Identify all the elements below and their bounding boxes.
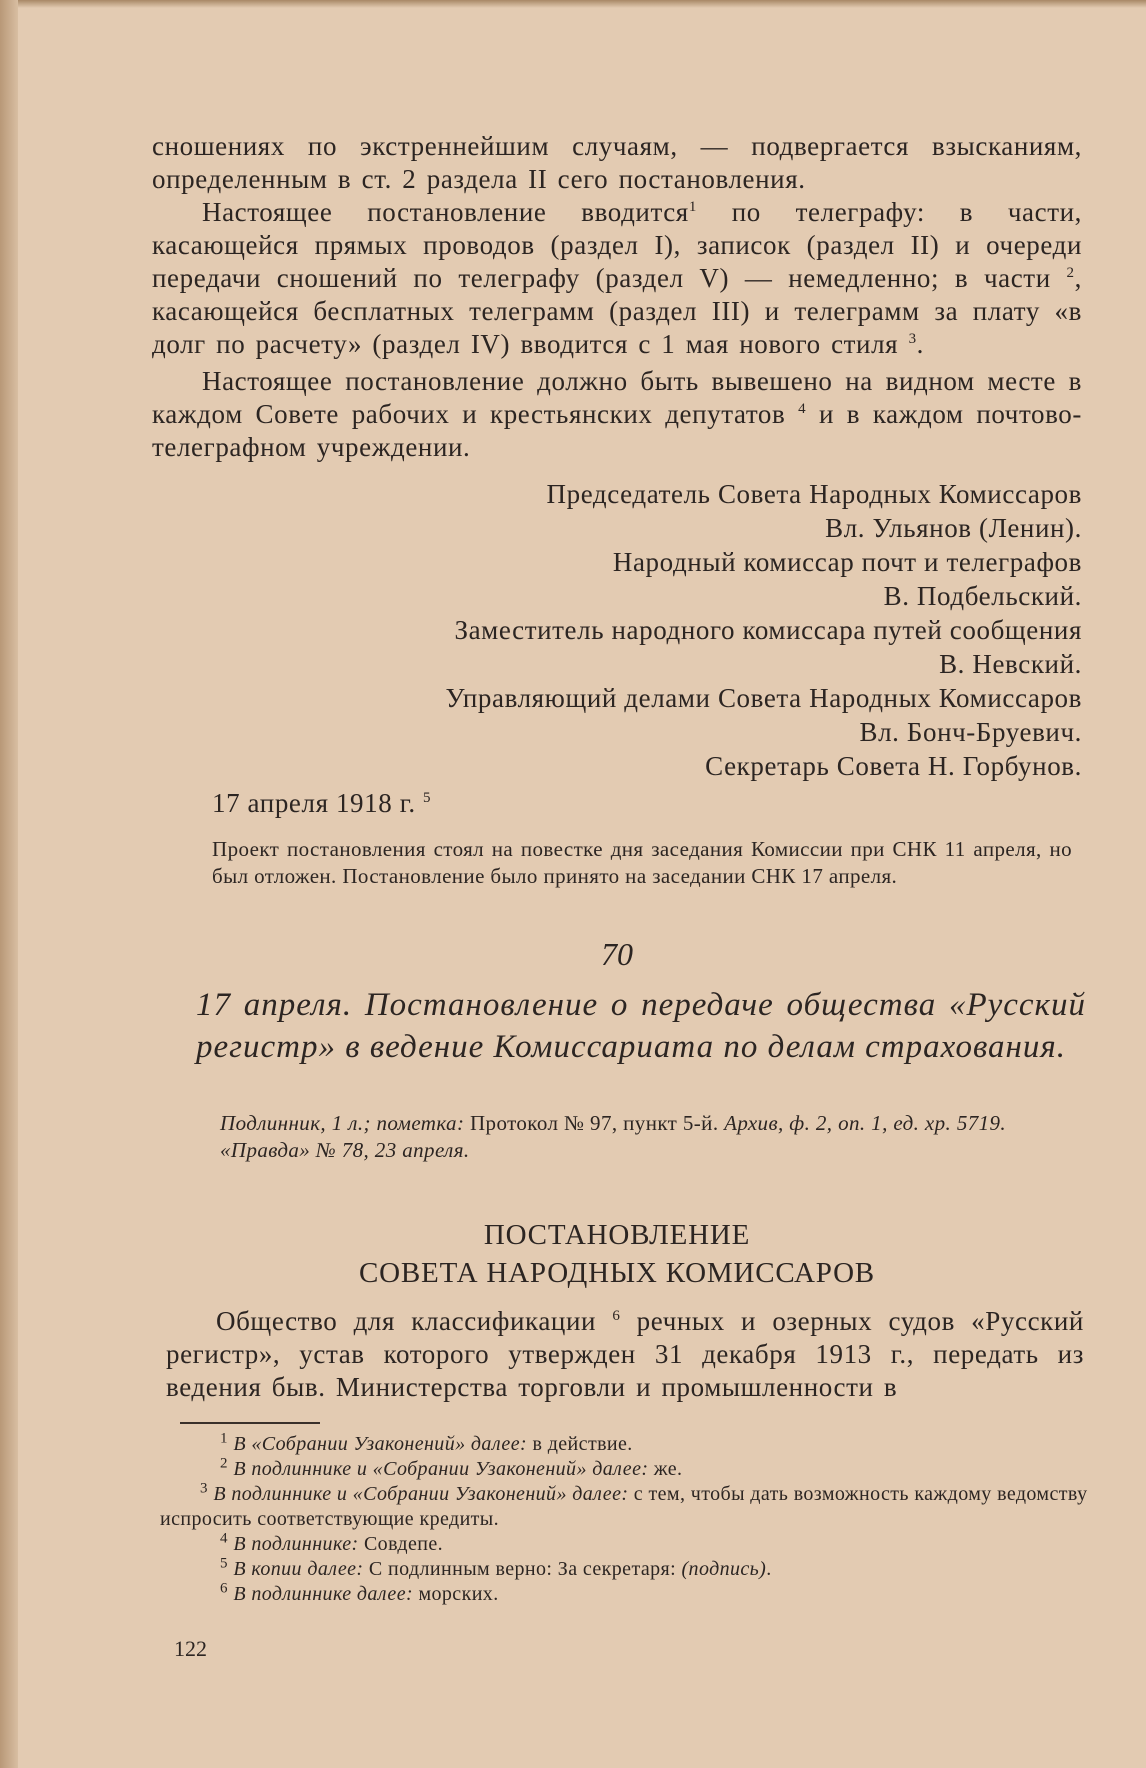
footnote-ref-4: 4: [798, 401, 807, 417]
footnotes: [160, 1430, 1100, 1607]
decree-text: [166, 1305, 1084, 1404]
paragraph-2: Настоящее постановление вводится$^1$ по телеграфу: в части, касающейся прямых проводов (раздел I), записок (раздел II) и очереди передачи сношений по телеграфу (раздел V) — немедленно; в части $^2$, касающейся бесплатных телеграмм (раздел III) и телеграмм за плату «в долг по расчету» (раздел IV) вводится с 1 мая нового стиля $^3$.: [152, 197, 1082, 359]
source-reference: [196, 1110, 1086, 1164]
continued-text: [152, 130, 1082, 464]
signature-title: Председатель Совета Народных Комиссаров: [546, 479, 1082, 509]
source-line-2: «Правда» № 78, 23 апреля.: [220, 1138, 470, 1162]
signature-title: Секретарь Совета Н. Горбунов.: [705, 751, 1082, 781]
signature-1: [152, 477, 1082, 545]
footnote-2: $^2$ В подлиннике и «Собрании Узаконений» далее: же.: [220, 1455, 683, 1480]
signature-name: В. Подбельский.: [883, 581, 1082, 611]
page-number: 122: [174, 1636, 207, 1661]
footnote-5: $^5$ В копии далее: С подлинным верно: За секретаря: (подпись).: [220, 1555, 772, 1580]
signature-title: Народный комиссар почт и телеграфов: [612, 547, 1082, 577]
footnote-ref-2: 2: [1066, 265, 1075, 281]
signature-name: В. Невский.: [939, 649, 1082, 679]
editorial-note-text: Проект постановления стоял на повестке дня заседания Комиссии при СНК 11 апреля, но был отложен. Постановление было принято на заседании СНК 17 апреля.: [212, 837, 1072, 888]
decree-paragraph: Общество для классификации $^6$ речных и озерных судов «Русский регистр», устав которого утвержден 31 декабря 1913 г., передать из ведения быв. Министерства торговли и промышленности в: [166, 1306, 1084, 1402]
document-date: 17 апреля 1918 г. $^5$: [212, 788, 432, 818]
signature-3: [152, 613, 1082, 681]
signature-5: [152, 749, 1082, 783]
footnote-1: $^1$ В «Собрании Узаконений» далее: в действие.: [220, 1430, 633, 1455]
signature-4: [152, 681, 1082, 749]
signature-title: Заместитель народного комиссара путей сообщения: [454, 615, 1082, 645]
signature-name: Вл. Бонч-Бруевич.: [859, 717, 1082, 747]
page-binding-edge: [0, 0, 18, 1768]
document-heading: [196, 984, 1086, 1068]
document-number: 70: [601, 936, 633, 972]
source-line-1: Подлинник, 1 л.; пометка: Протокол № 97, пункт 5-й. Архив, ф. 2, оп. 1, ед. хр. 5719.: [220, 1111, 1007, 1135]
footnote-6: $^6$ В подлиннике далее: морских.: [220, 1580, 499, 1605]
editorial-note: [212, 836, 1072, 890]
footnote-4: $^4$ В подлиннике: Совдепе.: [220, 1530, 444, 1555]
footnote-divider: [180, 1422, 320, 1424]
decree-title-line-1: ПОСТАНОВЛЕНИЕ: [483, 1219, 751, 1251]
decree-title: [152, 1216, 1082, 1292]
footnote-ref-5: 5: [423, 790, 432, 806]
page-top-shadow: [0, 0, 1146, 8]
signature-name: Вл. Ульянов (Ленин).: [825, 513, 1082, 543]
paragraph-3: Настоящее постановление должно быть вывешено на видном месте в каждом Совете рабочих и крестьянских депутатов $^4$ и в каждом почтово-телеграфном учреждении.: [152, 366, 1082, 462]
paragraph-1: сношениях по экстреннейшим случаям, — подвергается взысканиям, определенным в ст. 2 раздела II сего постановления.: [152, 131, 1082, 194]
footnote-ref-1: 1: [688, 199, 697, 215]
footnote-ref-3: 3: [908, 331, 917, 347]
signature-title: Управляющий делами Совета Народных Комиссаров: [445, 683, 1082, 713]
footnote-ref-6: 6: [612, 1308, 621, 1324]
document-heading-text: 17 апреля. Постановление о передаче общества «Русский регистр» в ведение Комиссариата по делам страхования.: [196, 987, 1086, 1065]
signature-2: [152, 545, 1082, 613]
footnote-3: $^3$ В подлиннике и «Собрании Узаконений» далее: с тем, чтобы дать возможность каждому ведомству испросить соответствующие кредиты.: [160, 1480, 1088, 1530]
decree-title-line-2: СОВЕТА НАРОДНЫХ КОМИССАРОВ: [359, 1257, 875, 1289]
